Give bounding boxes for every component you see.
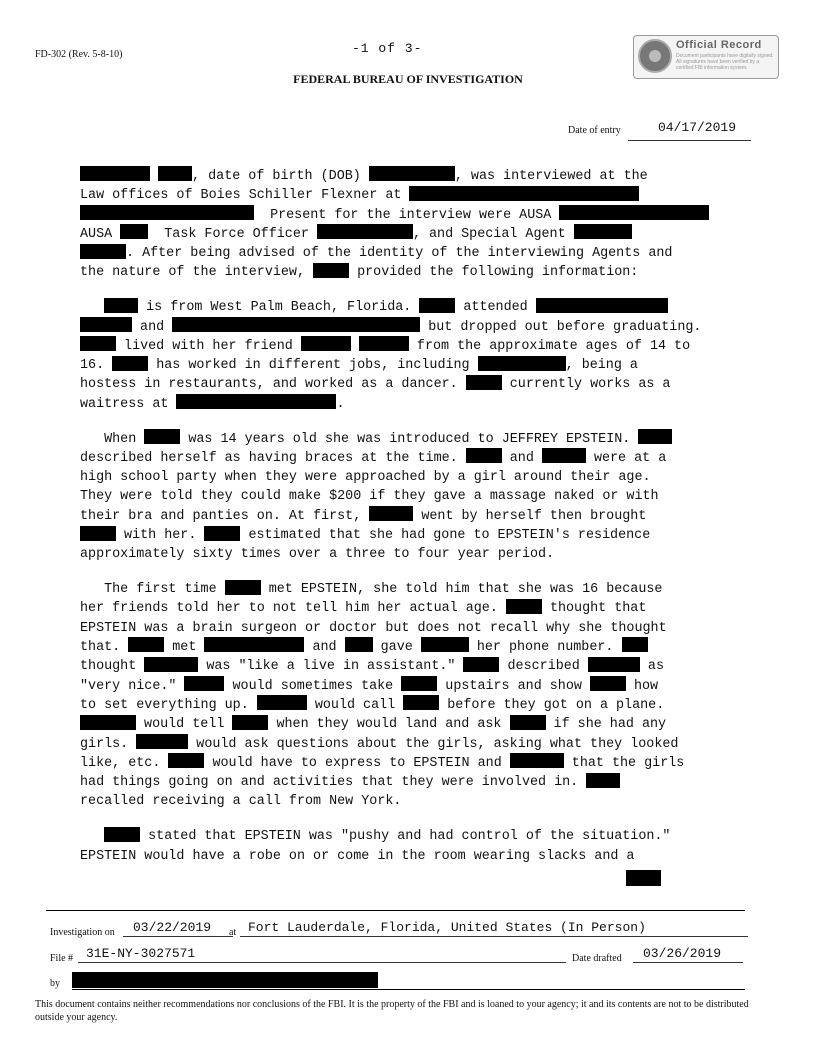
body-line	[80, 167, 744, 186]
body-text	[80, 300, 104, 315]
redaction-block	[120, 224, 148, 239]
body-text: from the approximate ages of 14 to	[408, 338, 691, 354]
redaction-block	[80, 244, 126, 259]
body-line	[80, 619, 744, 638]
body-text: EPSTEIN would have a robe on or come in the room wearing slacks and a	[80, 848, 635, 864]
stamp-title: Official Record	[676, 39, 762, 51]
body-line	[80, 792, 744, 811]
body-text: gave	[372, 640, 421, 656]
body-text: "very nice."	[80, 678, 185, 694]
redaction-block	[466, 375, 502, 390]
redaction-block	[506, 599, 542, 614]
body-text: when they would land and ask	[268, 717, 510, 733]
body-text: would ask questions about the girls, asking what they looked	[188, 736, 679, 752]
body-text: approximately sixty times over a three to four year period.	[80, 547, 555, 563]
paragraph-gap	[80, 414, 744, 430]
body-text: thought	[80, 659, 145, 675]
body-line	[80, 526, 744, 545]
body-text: , being a	[565, 358, 638, 374]
redaction-block	[409, 186, 639, 201]
redaction-block	[112, 356, 148, 371]
redaction-block	[510, 715, 546, 730]
body-line	[80, 298, 744, 317]
redaction-block	[80, 205, 254, 220]
body-text: lived with her friend	[116, 338, 301, 354]
body-text: waitress at	[80, 396, 177, 412]
body-line	[80, 487, 744, 506]
redaction-block	[536, 298, 668, 313]
body-text: The first time	[80, 582, 225, 598]
redaction-block	[622, 637, 648, 652]
body-text: had things going on and activities that they were involved in.	[80, 775, 587, 791]
redacted-author	[72, 972, 378, 988]
body-line	[80, 677, 744, 696]
fbi-seal-icon	[638, 39, 672, 73]
body-line	[80, 337, 744, 356]
body-text: her phone number.	[468, 640, 622, 656]
body-text: attended	[455, 300, 536, 316]
redaction-block	[136, 734, 188, 749]
redaction-block	[559, 205, 709, 220]
body-text: hostess in restaurants, and worked as a dancer.	[80, 377, 466, 393]
investigation-location: Fort Lauderdale, Florida, United States (In Person)	[240, 920, 748, 937]
body-text: with her.	[116, 528, 205, 544]
body-line	[80, 754, 744, 773]
page-number: -1 of 3-	[352, 41, 423, 56]
investigation-date: 03/22/2019	[123, 920, 233, 937]
at-label: at	[229, 927, 237, 938]
redaction-block	[369, 506, 413, 521]
body-text: as	[639, 659, 664, 675]
body-text: would call	[306, 697, 404, 713]
body-line	[80, 375, 744, 394]
redaction-block	[144, 429, 180, 444]
body-line	[80, 715, 744, 734]
official-record-stamp	[633, 35, 779, 79]
paragraph-gap	[80, 812, 744, 828]
date-of-entry-value: 04/17/2019	[658, 120, 737, 135]
body-text: to set everything up.	[80, 697, 257, 713]
body-line	[80, 847, 744, 866]
body-line	[80, 545, 744, 564]
paragraph-gap	[80, 565, 744, 581]
body-text: their bra and panties on. At first,	[80, 508, 370, 524]
body-line	[80, 206, 744, 225]
body-text: met EPSTEIN, she told him that she was 16 because	[260, 582, 663, 598]
by-underline	[72, 989, 745, 990]
body-line	[80, 449, 744, 468]
by-label: by	[50, 978, 60, 989]
redaction-block	[80, 336, 116, 351]
redaction-block	[104, 298, 138, 313]
date-drafted-label: Date drafted	[572, 953, 622, 964]
footer-disclaimer: This document contains neither recommendations nor conclusions of the FBI. It is the property of the FBI and is loaned to your agency; it and its contents are not to be distributed outside your agency.	[35, 999, 749, 1023]
redaction-block	[232, 715, 268, 730]
redaction-block	[80, 526, 116, 541]
body-line	[80, 244, 744, 263]
body-text: recalled receiving a call from New York.	[80, 794, 402, 810]
body-text: but dropped out before graduating.	[420, 319, 702, 335]
body-text: 16.	[80, 358, 113, 374]
redaction-block	[184, 676, 224, 691]
body-line	[80, 507, 744, 526]
redaction-block	[204, 637, 304, 652]
redaction-block	[257, 695, 307, 710]
body-text: before they got on a plane.	[439, 697, 665, 713]
body-line	[80, 430, 744, 449]
body-text: if she had any	[545, 717, 667, 733]
redaction-block	[128, 637, 164, 652]
body-text: Present for the interview were AUSA	[254, 207, 560, 223]
body-text: went by herself then brought	[413, 508, 647, 524]
redaction-block	[401, 676, 437, 691]
redaction-block	[463, 657, 499, 672]
body-line	[80, 657, 744, 676]
body-line	[80, 638, 744, 657]
body-line	[80, 468, 744, 487]
body-text: would tell	[136, 717, 233, 733]
body-line	[80, 225, 744, 244]
body-text: was 14 years old she was introduced to JEFFREY EPSTEIN.	[180, 431, 639, 447]
body-text: , was interviewed at the	[454, 169, 648, 184]
file-number: 31E-NY-3027571	[78, 946, 566, 963]
body-text: that the girls	[563, 755, 685, 771]
redaction-block	[172, 317, 420, 332]
body-text: EPSTEIN was a brain surgeon or doctor but does not recall why she thought	[80, 620, 667, 636]
body-text: and	[304, 640, 345, 656]
body-line	[80, 735, 744, 754]
body-line	[80, 395, 744, 414]
redaction-block	[204, 526, 240, 541]
redaction-block	[590, 676, 626, 691]
redaction-block	[301, 336, 351, 351]
footer-divider	[46, 910, 745, 911]
body-line	[80, 696, 744, 715]
redaction-block	[588, 657, 640, 672]
redaction-block	[421, 637, 469, 652]
body-text: were at a	[585, 450, 667, 466]
body-text: met	[164, 640, 205, 656]
date-of-entry-label: Date of entry	[568, 125, 621, 136]
body-text: has worked in different jobs, including	[148, 358, 478, 374]
body-text: AUSA	[80, 226, 121, 242]
body-text: would sometimes take	[224, 678, 402, 694]
body-text: described	[499, 659, 588, 675]
body-text: high school party when they were approached by a girl around their age.	[80, 470, 651, 486]
body-text: provided the following information:	[349, 265, 639, 281]
agency-title: FEDERAL BUREAU OF INVESTIGATION	[293, 72, 523, 86]
redaction-block	[168, 753, 204, 768]
body-text: estimated that she had gone to EPSTEIN's residence	[240, 528, 651, 544]
body-text: that.	[80, 640, 129, 656]
body-text: , date of birth (DOB)	[192, 169, 369, 184]
body-text: would have to express to EPSTEIN and	[204, 755, 510, 771]
body-line	[80, 827, 744, 846]
redaction-block	[510, 753, 564, 768]
redaction-block	[466, 448, 502, 463]
body-line	[80, 263, 744, 282]
body-text: stated that EPSTEIN was "pushy and had control of the situation."	[140, 829, 671, 845]
redaction-block	[225, 580, 261, 595]
redaction-block	[586, 773, 620, 788]
body-line	[80, 773, 744, 792]
body-text: When	[80, 431, 145, 447]
body-text	[80, 829, 104, 844]
redaction-block	[542, 448, 586, 463]
body-text: described herself as having braces at the time.	[80, 450, 466, 466]
interview-body	[80, 167, 744, 866]
form-number: FD-302 (Rev. 5-8-10)	[35, 49, 123, 60]
body-text	[351, 339, 359, 354]
redaction-block	[176, 394, 336, 409]
body-text: girls.	[80, 736, 137, 752]
file-number-label: File #	[50, 953, 74, 964]
redaction-block	[144, 657, 198, 672]
body-text: currently works as a	[501, 377, 671, 393]
investigation-on-label: Investigation on	[50, 927, 115, 938]
redaction-block	[626, 870, 661, 886]
redaction-block	[313, 263, 349, 278]
redaction-block	[638, 429, 672, 444]
date-drafted: 03/26/2019	[633, 946, 743, 963]
body-line	[80, 186, 744, 205]
body-text: upstairs and show	[437, 678, 590, 694]
body-line	[80, 599, 744, 618]
paragraph-gap	[80, 283, 744, 299]
body-line	[80, 580, 744, 599]
body-text: is from West Palm Beach, Florida.	[138, 300, 420, 316]
redaction-block	[104, 827, 140, 842]
body-text: . After being advised of the identity of the interviewing Agents and	[126, 246, 673, 262]
redaction-block	[345, 637, 373, 652]
date-of-entry-underline	[628, 140, 751, 141]
body-text: Task Force Officer	[148, 226, 317, 242]
body-text: and	[132, 319, 173, 335]
redaction-block	[419, 298, 455, 313]
redaction-block	[574, 224, 632, 239]
redaction-block	[158, 166, 192, 181]
redaction-block	[403, 695, 439, 710]
redaction-block	[80, 715, 136, 730]
body-text: like, etc.	[80, 755, 169, 771]
body-text	[150, 169, 158, 184]
body-text: was "like a live in assistant."	[198, 659, 464, 675]
redaction-block	[478, 356, 566, 371]
body-text: thought that	[541, 601, 647, 617]
redaction-block	[80, 317, 132, 332]
body-text: , and Special Agent	[412, 226, 574, 242]
body-text: They were told they could make $200 if they gave a massage naked or with	[80, 489, 659, 505]
body-line	[80, 318, 744, 337]
redaction-block	[80, 166, 150, 181]
body-text: the nature of the interview,	[80, 265, 314, 281]
body-line	[80, 356, 744, 375]
body-text: her friends told her to not tell him her actual age.	[80, 601, 506, 617]
redaction-block	[359, 336, 409, 351]
redaction-block	[369, 166, 455, 181]
body-text: how	[625, 678, 659, 694]
body-text: Law offices of Boies Schiller Flexner at	[80, 188, 410, 204]
stamp-text: Document participants have digitally signed. All signatures have been verified by a certified FBI information system.	[676, 53, 774, 71]
body-text: .	[336, 396, 345, 412]
redaction-block	[317, 224, 413, 239]
body-text: and	[501, 450, 542, 466]
